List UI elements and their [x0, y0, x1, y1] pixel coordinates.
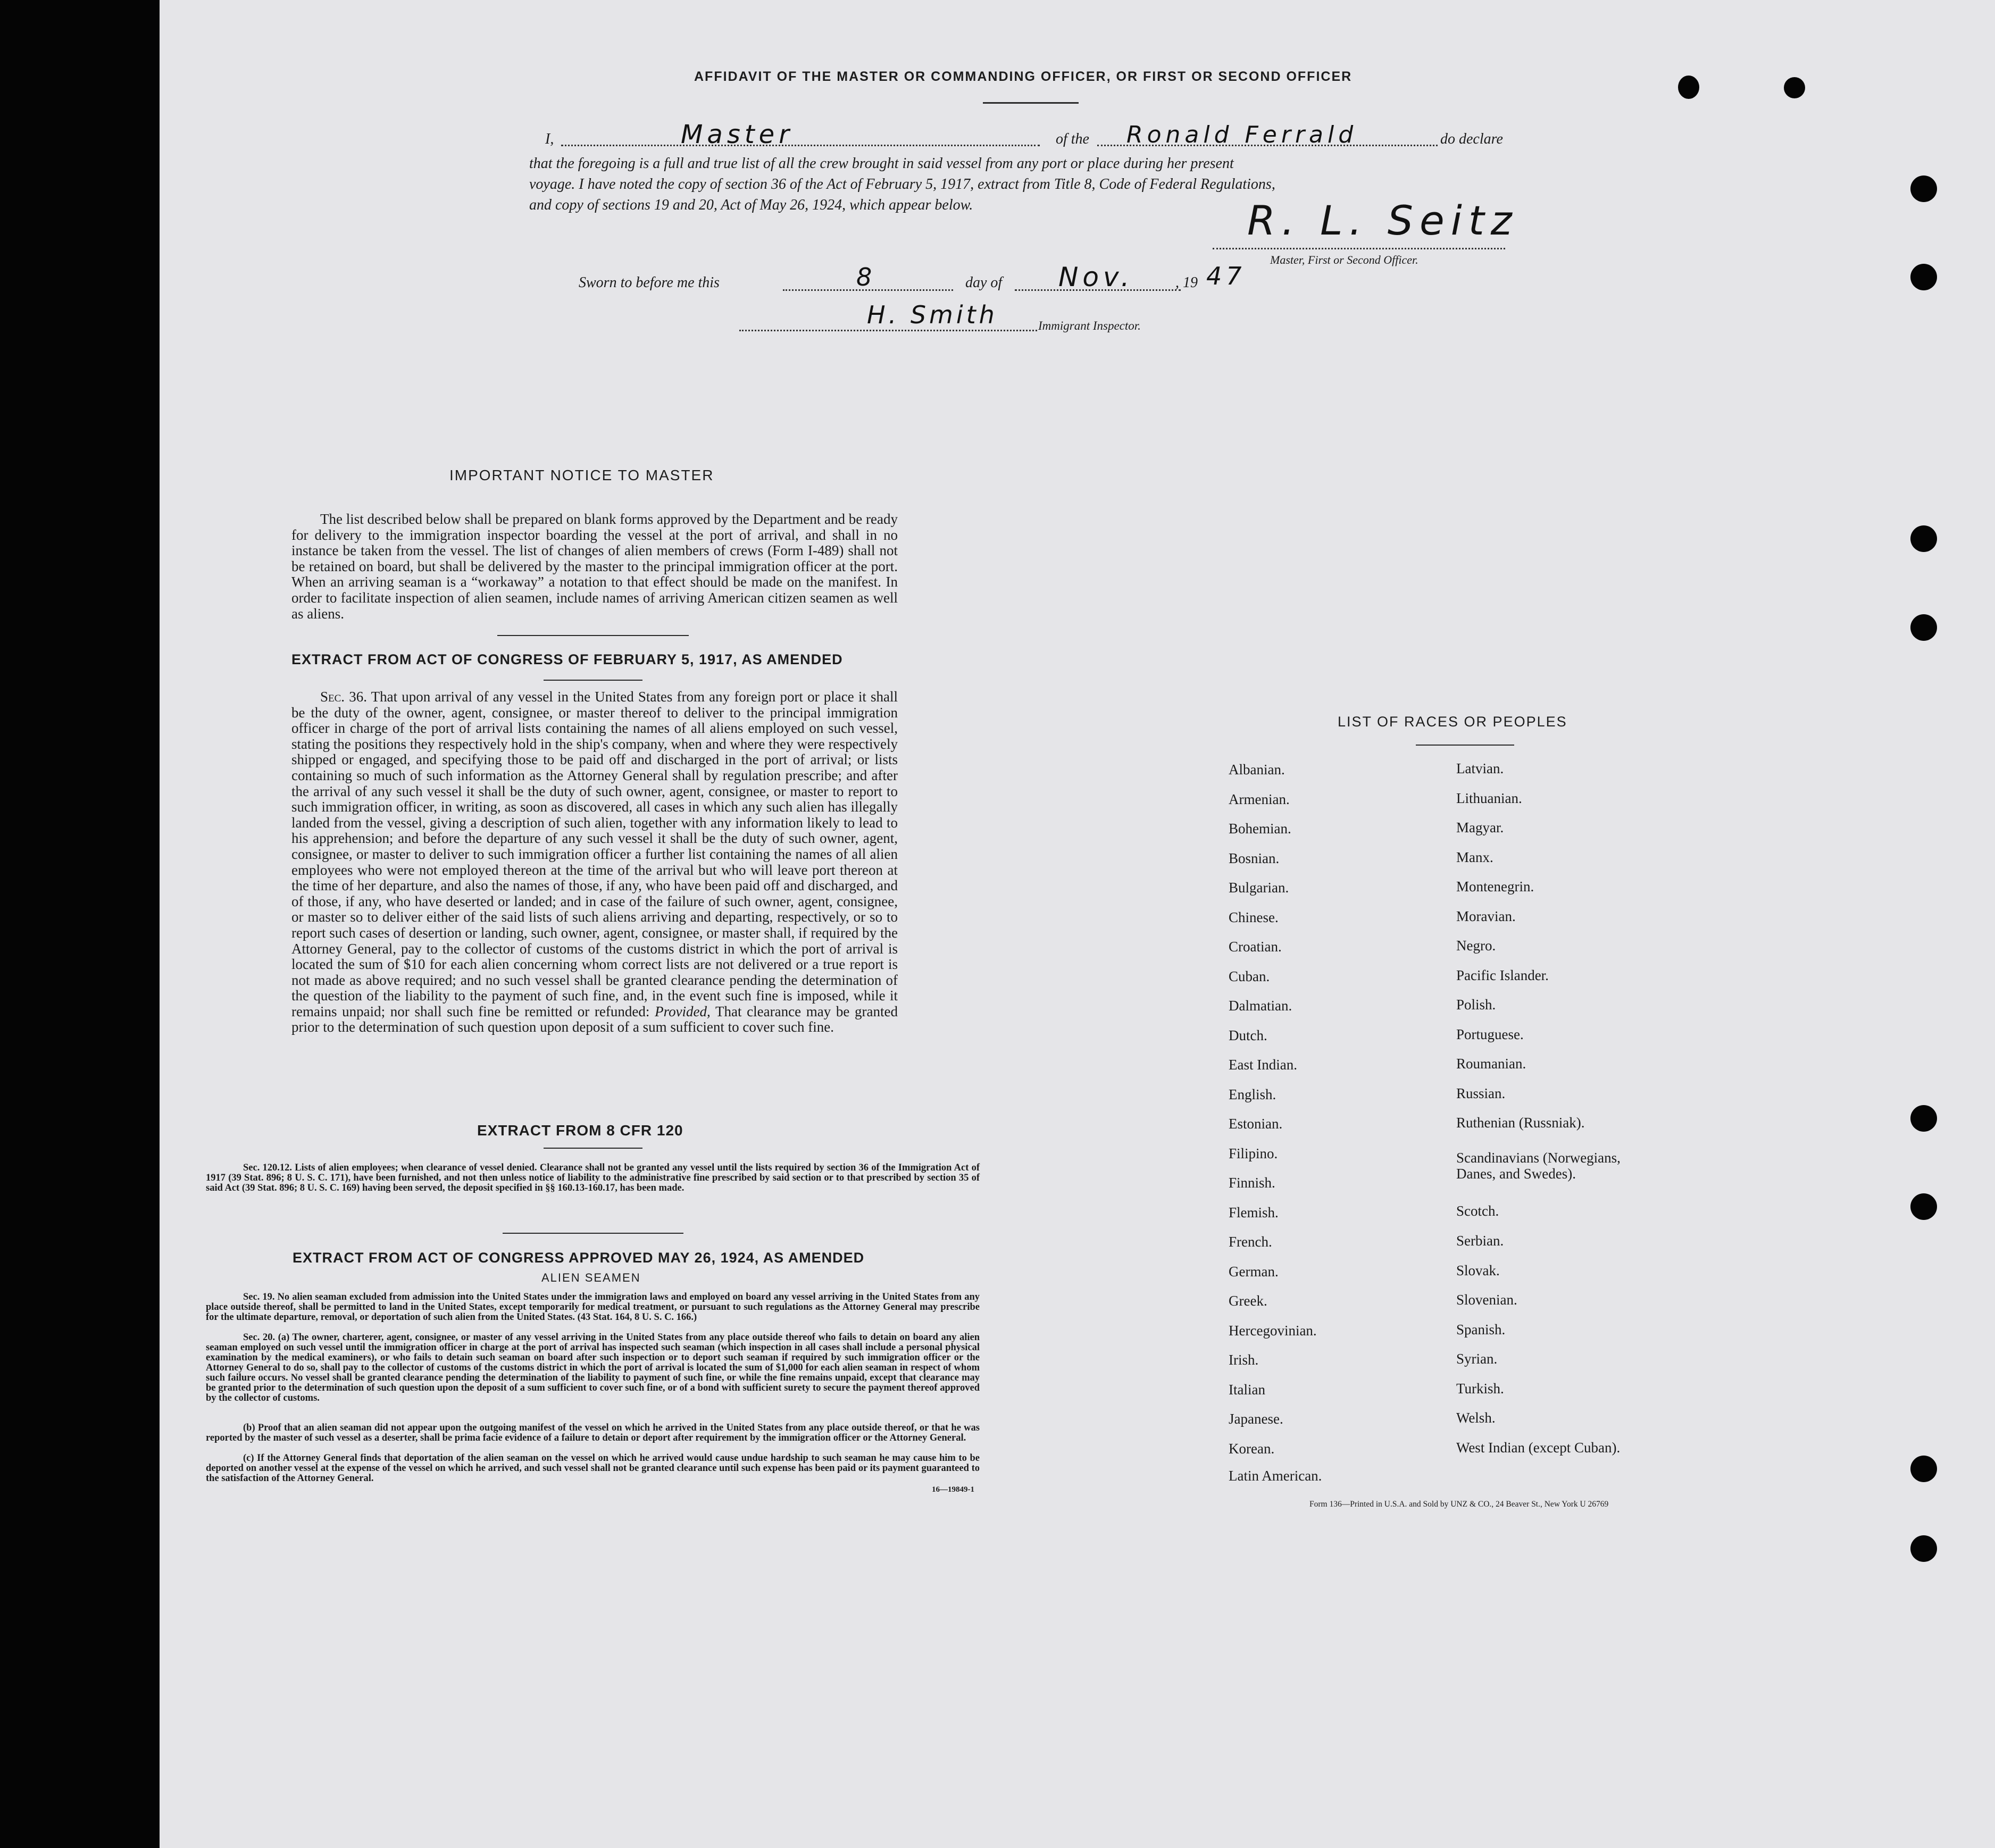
race-syrian: Syrian.	[1456, 1351, 1498, 1367]
year-prefix: , 19	[1175, 274, 1198, 291]
race-croatian: Croatian.	[1229, 939, 1282, 955]
race-turkish: Turkish.	[1456, 1380, 1504, 1397]
race-roumanian: Roumanian.	[1456, 1056, 1526, 1072]
punch-hole	[1910, 1456, 1937, 1482]
race-hercegovinian: Hercegovinian.	[1229, 1322, 1317, 1339]
notice-title: IMPORTANT NOTICE TO MASTER	[449, 467, 714, 483]
inspector-caption: Immigrant Inspector.	[1038, 319, 1141, 332]
sec-20a-body: Sec. 20. (a) The owner, charterer, agent, consignee, or master of any vessel arriving in the United States from any place outside thereof who fails to detain on board any alien seaman employed on such vessel until the immigration officer in charge at the port of arrival has inspected such seaman (which inspection in all cases shall include a personal physical examination by the medical examiners), or who fails to detain such seaman on board after such inspection or to deport such seaman if required by such immigration officer or the Attorney General to do so, shall pay to the collector of customs of the customs district in which the port of arrival is located the sum of $1,000 for each alien seaman in respect of whom such failure occurs. No vessel shall be granted clearance pending the determination of the liability to payment of such fine, or while the fine remains unpaid, except that clearance may be granted prior to the determination of such question upon the deposit of a sum sufficient to cover such fine, or of a bond with sufficient surety to secure the payment thereof approved by the collector of customs.	[206, 1332, 980, 1403]
race-slovak: Slovak.	[1456, 1262, 1500, 1278]
race-lithuanian: Lithuanian.	[1456, 790, 1522, 806]
sec-20c-body: (c) If the Attorney General finds that deportation of the alien seaman on the vessel on which he arrived would cause undue hardship to such seaman he may cause him to be deported on another vessel at the expense of the vessel on which he arrived, and such vessel shall not be granted clearance until such expense has been paid or its payment guaranteed to the satisfaction of the Attorney General.	[206, 1453, 980, 1484]
race-russian: Russian.	[1456, 1085, 1506, 1101]
affidavit-i-label: I,	[545, 131, 554, 147]
race-bosnian: Bosnian.	[1229, 850, 1280, 866]
race-manx: Manx.	[1456, 849, 1493, 865]
punch-hole	[1910, 614, 1937, 641]
race-east-indian: East Indian.	[1229, 1057, 1297, 1073]
race-filipino: Filipino.	[1229, 1145, 1278, 1161]
affidavit-line-4: and copy of sections 19 and 20, Act of May 26, 1924, which appear below.	[529, 197, 973, 213]
race-greek: Greek.	[1229, 1293, 1267, 1309]
of-the-label: of the	[1056, 131, 1089, 147]
race-polish: Polish.	[1456, 997, 1496, 1013]
race-montenegrin: Montenegrin.	[1456, 879, 1534, 894]
race-english: English.	[1229, 1086, 1276, 1102]
punch-hole	[1910, 1535, 1937, 1562]
ink-spot	[1678, 76, 1699, 99]
punch-hole	[1910, 1105, 1937, 1132]
race-dutch: Dutch.	[1229, 1027, 1267, 1043]
affidavit-title-rule	[983, 102, 1079, 104]
races-title: LIST OF RACES OR PEOPLES	[1338, 714, 1567, 730]
inspector-line	[739, 330, 1037, 331]
punch-hole	[1910, 1193, 1937, 1220]
punch-hole	[1910, 525, 1937, 552]
cfr-end-rule	[503, 1233, 683, 1234]
race-negro: Negro.	[1456, 938, 1496, 954]
ink-spot	[1784, 77, 1805, 98]
cfr-title: EXTRACT FROM 8 CFR 120	[477, 1122, 683, 1139]
race-west-indian: West Indian (except Cuban).	[1456, 1439, 1621, 1456]
race-latin-american: Latin American.	[1229, 1468, 1322, 1484]
extract-1917-body	[291, 689, 898, 1035]
cfr-rule	[544, 1148, 642, 1149]
race-magyar: Magyar.	[1456, 820, 1504, 835]
day-handwritten: 8	[856, 263, 877, 291]
race-italian: Italian	[1229, 1381, 1265, 1398]
race-moravian: Moravian.	[1456, 908, 1516, 924]
race-japanese: Japanese.	[1229, 1411, 1283, 1427]
affidavit-line-3: voyage. I have noted the copy of section 36 of the Act of February 5, 1917, extract from Title 8, Code of Federal Regulations,	[529, 176, 1275, 193]
extract-1924-title: EXTRACT FROM ACT OF CONGRESS APPROVED MAY 26, 1924, AS AMENDED	[293, 1250, 865, 1266]
race-slovenian: Slovenian.	[1456, 1292, 1517, 1308]
form-code-left: 16—19849-1	[932, 1485, 974, 1494]
race-german: German.	[1229, 1263, 1279, 1280]
extract-1917-title: EXTRACT FROM ACT OF CONGRESS OF FEBRUARY 5, 1917, AS AMENDED	[291, 651, 843, 667]
cfr-body: Sec. 120.12. Lists of alien employees; when clearance of vessel denied. Clearance shall not be granted any vessel until the lists required by section 36 of the Immigration Act of 1917 (39 Stat. 896; 8 U. S. C. 171), have been furnished, and not then unless notice of liability to the administrative fine prescribed by said section or to that prescribed by section 35 of said Act (39 Stat. 896; 8 U. S. C. 169) having been served, the deposit specified in §§ 160.13-160.17, has been made.	[206, 1163, 980, 1193]
race-scandinavians: Scandinavians (Norwegians, Danes, and Swedes).	[1456, 1150, 1621, 1182]
proviso-text: That clearance may be granted prior to the determination of such question upon deposit of a sum sufficient to cover such fine.	[291, 1003, 898, 1035]
race-albanian: Albanian.	[1229, 762, 1285, 777]
form-printer-line: Form 136—Printed in U.S.A. and Sold by UNZ & CO., 24 Beaver St., New York U 26769	[1309, 1500, 1609, 1509]
sec-36-text: That upon arrival of any vessel in the United States from any foreign port or place it shall be the duty of the owner, agent, consignee, or master thereof to deliver to the principal immigration officer in charge of the port of arrival lists containing the names of all aliens employed on such vessel, stating the positions they respectively hold in the ship's company, when and where they were respectively shipped or engaged, and specifying those to be paid off and discharged in the port of arrival; or lists containing so much of such information as the Attorney General shall by regulation prescribe; and after the arrival of any such vessel it shall be the duty of such owner, agent, consignee, or master to report to such immigration officer, in writing, as soon as discovered, all cases in which any such alien has illegally landed from the vessel, giving a description of such alien, together with any information likely to lead to his apprehension; and before the departure of any such vessel it shall be the duty of such owner, agent, consignee, or master to deliver to such immigration officer a further list containing the names of all alien employees who were not employed thereon at the time of the arrival but who will leave port thereon at the time of her departure, and also the names of those, if any, who have been paid off and discharged, and of those, if any, who have deserted or landed; and in case of the failure of such owner, agent, consignee, or master so to deliver either of the said lists of such aliens arriving and departing, respectively, or so to report such cases of desertion or landing, such owner, agent, consignee, or master shall, if required by the Attorney General, pay to the collector of customs of the customs district in which the port of arrival is located the sum of $10 for each alien concerning whom correct lists are not delivered or a true report is not made as above required; and no such vessel shall be granted clearance pending the determination of the question of the liability to the payment of such fine, and, in the event such fine is imposed, while it remains unpaid; nor shall such fine be remitted or refunded:	[291, 689, 898, 1019]
proviso-word: Provided,	[655, 1003, 711, 1019]
month-handwritten: Nov.	[1058, 262, 1134, 292]
race-ruthenian: Ruthenian (Russniak).	[1456, 1115, 1585, 1131]
sec-20b-body: (b) Proof that an alien seaman did not appear upon the outgoing manifest of the vessel on which he arrived in the United States from any place outside thereof, or that he was reported by the master of such vessel as a deserter, shall be prima facie evidence of a failure to detain or deport after requirement by the immigration officer or the Attorney General.	[206, 1423, 980, 1443]
signature-line	[1213, 248, 1505, 249]
race-serbian: Serbian.	[1456, 1233, 1504, 1249]
affidavit-title: AFFIDAVIT OF THE MASTER OR COMMANDING OFFICER, OR FIRST OR SECOND OFFICER	[694, 69, 1353, 84]
day-of-label: day of	[965, 274, 1003, 291]
master-handwritten: Master	[681, 120, 794, 149]
race-dalmatian: Dalmatian.	[1229, 998, 1292, 1014]
punch-hole	[1910, 264, 1937, 290]
races-rule	[1416, 745, 1514, 746]
race-scotch: Scotch.	[1456, 1203, 1499, 1219]
race-armenian: Armenian.	[1229, 791, 1290, 807]
race-latvian: Latvian.	[1456, 760, 1504, 776]
notice-body: The list described below shall be prepared on blank forms approved by the Department and be ready for delivery to the immigration inspector boarding the vessel at the port of arrival, and shall in no instance be taken from the vessel. The list of changes of alien members of crews (Form I-489) shall not be retained on board, but shall be delivered by the master to the principal immigration officer at the port. When an arriving seaman is a “workaway” a notation to that effect should be made on the manifest. In order to facilitate inspection of alien seamen, include names of arriving American citizen seamen as well as aliens.	[291, 511, 898, 622]
race-bohemian: Bohemian.	[1229, 821, 1291, 837]
affidavit-line-2: that the foregoing is a full and true list of all the crew brought in said vessel from any port or place during her present	[529, 155, 1234, 172]
race-korean: Korean.	[1229, 1440, 1275, 1457]
race-finnish: Finnish.	[1229, 1175, 1275, 1191]
race-irish: Irish.	[1229, 1352, 1259, 1368]
race-estonian: Estonian.	[1229, 1116, 1283, 1132]
race-bulgarian: Bulgarian.	[1229, 880, 1289, 896]
punch-hole	[1910, 175, 1937, 202]
alien-seamen-subtitle: ALIEN SEAMEN	[541, 1271, 641, 1284]
sworn-label: Sworn to before me this	[579, 274, 720, 291]
race-flemish: Flemish.	[1229, 1204, 1279, 1220]
sec-19-body: Sec. 19. No alien seaman excluded from admission into the United States under the immigration laws and employed on board any vessel arriving in the United States from any place outside thereof, shall be permitted to land in the United States, except temporarily for medical treatment, or pursuant to such regulations as the Attorney General may prescribe for the ultimate departure, removal, or deportation of such alien from the United States. (43 Stat. 164, 8 U. S. C. 166.)	[206, 1292, 980, 1323]
sec-36-label: Sec. 36.	[320, 689, 367, 705]
race-portuguese: Portuguese.	[1456, 1026, 1524, 1042]
race-pacific-islander: Pacific Islander.	[1456, 967, 1549, 983]
race-welsh: Welsh.	[1456, 1410, 1496, 1426]
race-spanish: Spanish.	[1456, 1321, 1506, 1337]
declare-label: do declare	[1440, 131, 1503, 147]
year-handwritten: 47	[1206, 262, 1246, 290]
notice-rule	[497, 635, 689, 636]
extract-1917-rule	[544, 680, 642, 681]
race-chinese: Chinese.	[1229, 909, 1279, 925]
race-cuban: Cuban.	[1229, 968, 1270, 984]
vessel-handwritten: Ronald Ferrald	[1126, 121, 1358, 148]
master-line	[561, 145, 1040, 146]
inspector-signature: H. Smith	[867, 300, 998, 329]
master-signature: R. L. Seitz	[1247, 197, 1518, 244]
race-french: French.	[1229, 1234, 1272, 1250]
signature-caption: Master, First or Second Officer.	[1270, 253, 1418, 266]
